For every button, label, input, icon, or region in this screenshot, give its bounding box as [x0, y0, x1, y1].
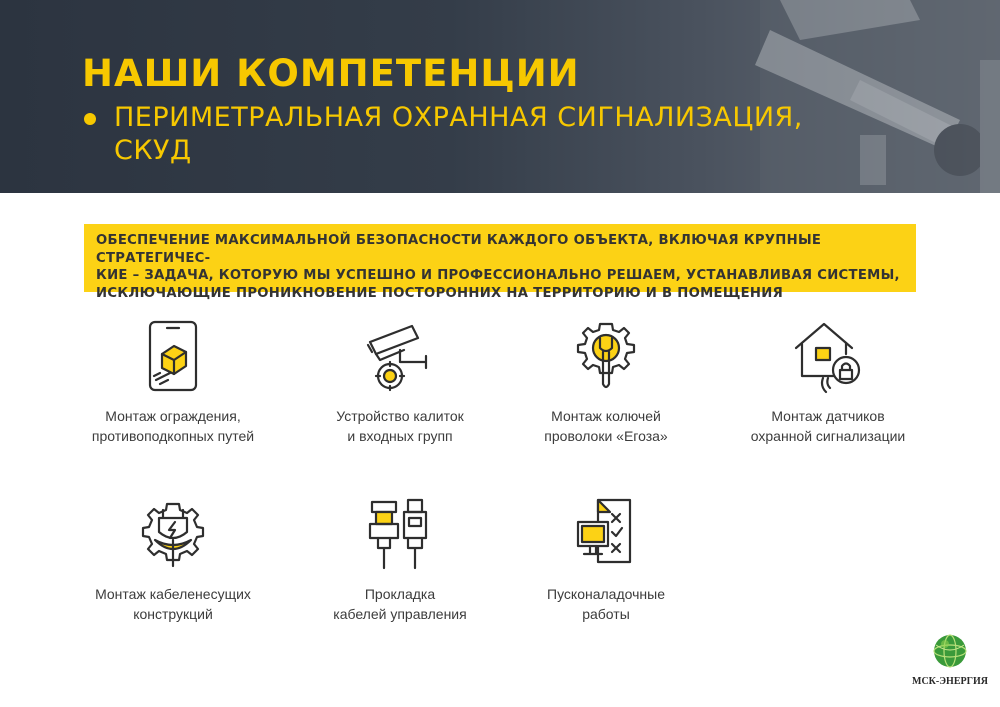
bullet-icon: [84, 113, 96, 125]
checklist-computer-icon: [568, 496, 644, 572]
page-title: НАШИ КОМПЕТЕНЦИИ: [82, 52, 580, 95]
item-label: Прокладка кабелей управления: [333, 586, 467, 622]
house-lock-icon: [790, 318, 866, 394]
plug-gear-icon: [135, 496, 211, 572]
item-label: Устройство калиток и входных групп: [336, 408, 464, 444]
wrench-gear-icon: [568, 318, 644, 394]
subtitle: [82, 101, 882, 167]
banner-text: ОБЕСПЕЧЕНИЕ МАКСИМАЛЬНОЙ БЕЗОПАСНОСТИ КАЖДОГО ОБЪЕКТА, ВКЛЮЧАЯ КРУПНЫЕ СТРАТЕГИЧЕС- КИЕ – ЗАДАЧА, КОТОРУЮ МЫ УСПЕШНО И ПРОФЕССИОНАЛЬНО РЕШАЕМ, УСТАНАВЛИВАЯ СИСТЕМЫ, ИСКЛЮЧАЮЩИЕ ПРОНИКНОВЕНИЕ ПОСТОРОННИХ НА ТЕРРИТОРИЮ И В ПОМЕЩЕНИЯ: [96, 233, 900, 301]
competency-item-commissioning: [506, 496, 706, 624]
item-label: Монтаж кабеленесущих конструкций: [95, 586, 251, 622]
globe-icon: [932, 633, 968, 669]
company-logo: [905, 633, 995, 687]
competency-item-gates: [300, 318, 500, 446]
competency-item-control-cables: [300, 496, 500, 624]
item-label: Пусконаладочные работы: [547, 586, 665, 622]
camera-gate-icon: [360, 318, 440, 394]
intro-banner: [84, 224, 916, 301]
competency-item-alarm-sensors: [728, 318, 928, 446]
cables-icon: [362, 496, 438, 572]
competency-item-cable-trays: [73, 496, 273, 624]
item-label: Монтаж датчиков охранной сигнализации: [750, 408, 906, 444]
logo-text: МСК-ЭНЕРГИЯ: [912, 676, 988, 687]
item-label: Монтаж ограждения, противоподкопных путей: [91, 408, 255, 444]
subtitle-text: ПЕРИМЕТРАЛЬНАЯ ОХРАННАЯ СИГНАЛИЗАЦИЯ, СКУД: [114, 102, 803, 166]
fence-tablet-icon: [138, 318, 208, 394]
header: [0, 0, 1000, 193]
item-label: Монтаж колючей проволоки «Егоза»: [544, 408, 668, 444]
competency-item-barbed-wire: [506, 318, 706, 446]
competency-item-fence: [73, 318, 273, 446]
